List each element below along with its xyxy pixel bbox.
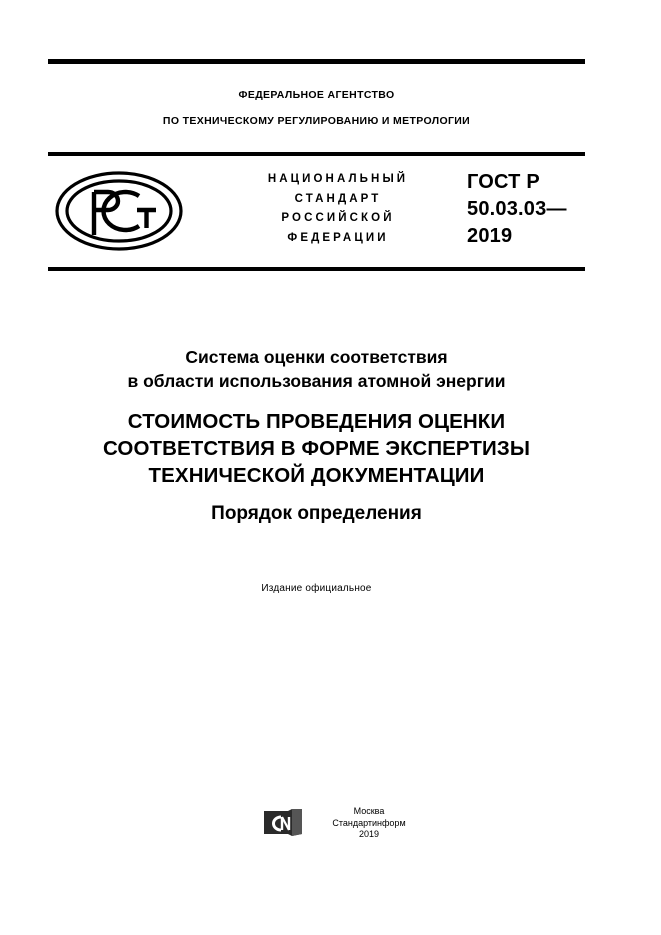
official-edition-note: Издание официальное: [261, 583, 372, 594]
page-title-line-3: ТЕХНИЧЕСКОЙ ДОКУМЕНТАЦИИ: [148, 464, 485, 487]
standard-number-line-2: 50.03.03—: [467, 198, 567, 220]
gost-r-logo-icon: [53, 166, 186, 256]
standartinform-logo-icon: [262, 808, 304, 840]
publisher-city: Москва: [353, 806, 385, 816]
publisher-name: Стандартинформ: [332, 817, 406, 828]
agency-name-line-1: ФЕДЕРАЛЬНОЕ АГЕНТСТВО: [238, 89, 395, 101]
national-standard-caption: [208, 170, 468, 248]
publisher-year: 2019: [358, 829, 380, 839]
standard-number-line-3: 2019: [467, 225, 513, 247]
national-standard-line-4: ФЕДЕРАЦИИ: [287, 231, 389, 244]
publisher-footer: [262, 806, 442, 854]
system-scope-heading: [48, 345, 585, 393]
national-standard-line-3: РОССИЙСКОЙ: [281, 212, 395, 224]
agency-name-line-2: ПО ТЕХНИЧЕСКОМУ РЕГУЛИРОВАНИЮ И МЕТРОЛОГИИ: [162, 115, 471, 127]
system-scope-line-2: в области использования атомной энергии: [127, 371, 506, 391]
page-title: [48, 408, 585, 489]
header-rule-middle-lower: [48, 267, 585, 271]
system-scope-line-1: Система оценки соответствия: [185, 347, 448, 367]
standard-number-line-1: ГОСТ Р: [467, 171, 540, 193]
standard-identification-band: [48, 156, 585, 267]
publisher-imprint: [314, 806, 424, 841]
page-subtitle: Порядок определения: [211, 503, 422, 524]
national-standard-line-1: НАЦИОНАЛЬНЫЙ: [267, 173, 409, 185]
header-rule-top: [48, 59, 585, 64]
national-standard-line-2: СТАНДАРТ: [294, 192, 382, 205]
page-title-line-1: СТОИМОСТЬ ПРОВЕДЕНИЯ ОЦЕНКИ: [127, 410, 506, 433]
standard-number: [467, 169, 597, 250]
page-title-line-2: СООТВЕТСТВИЯ В ФОРМЕ ЭКСПЕРТИЗЫ: [103, 437, 530, 460]
